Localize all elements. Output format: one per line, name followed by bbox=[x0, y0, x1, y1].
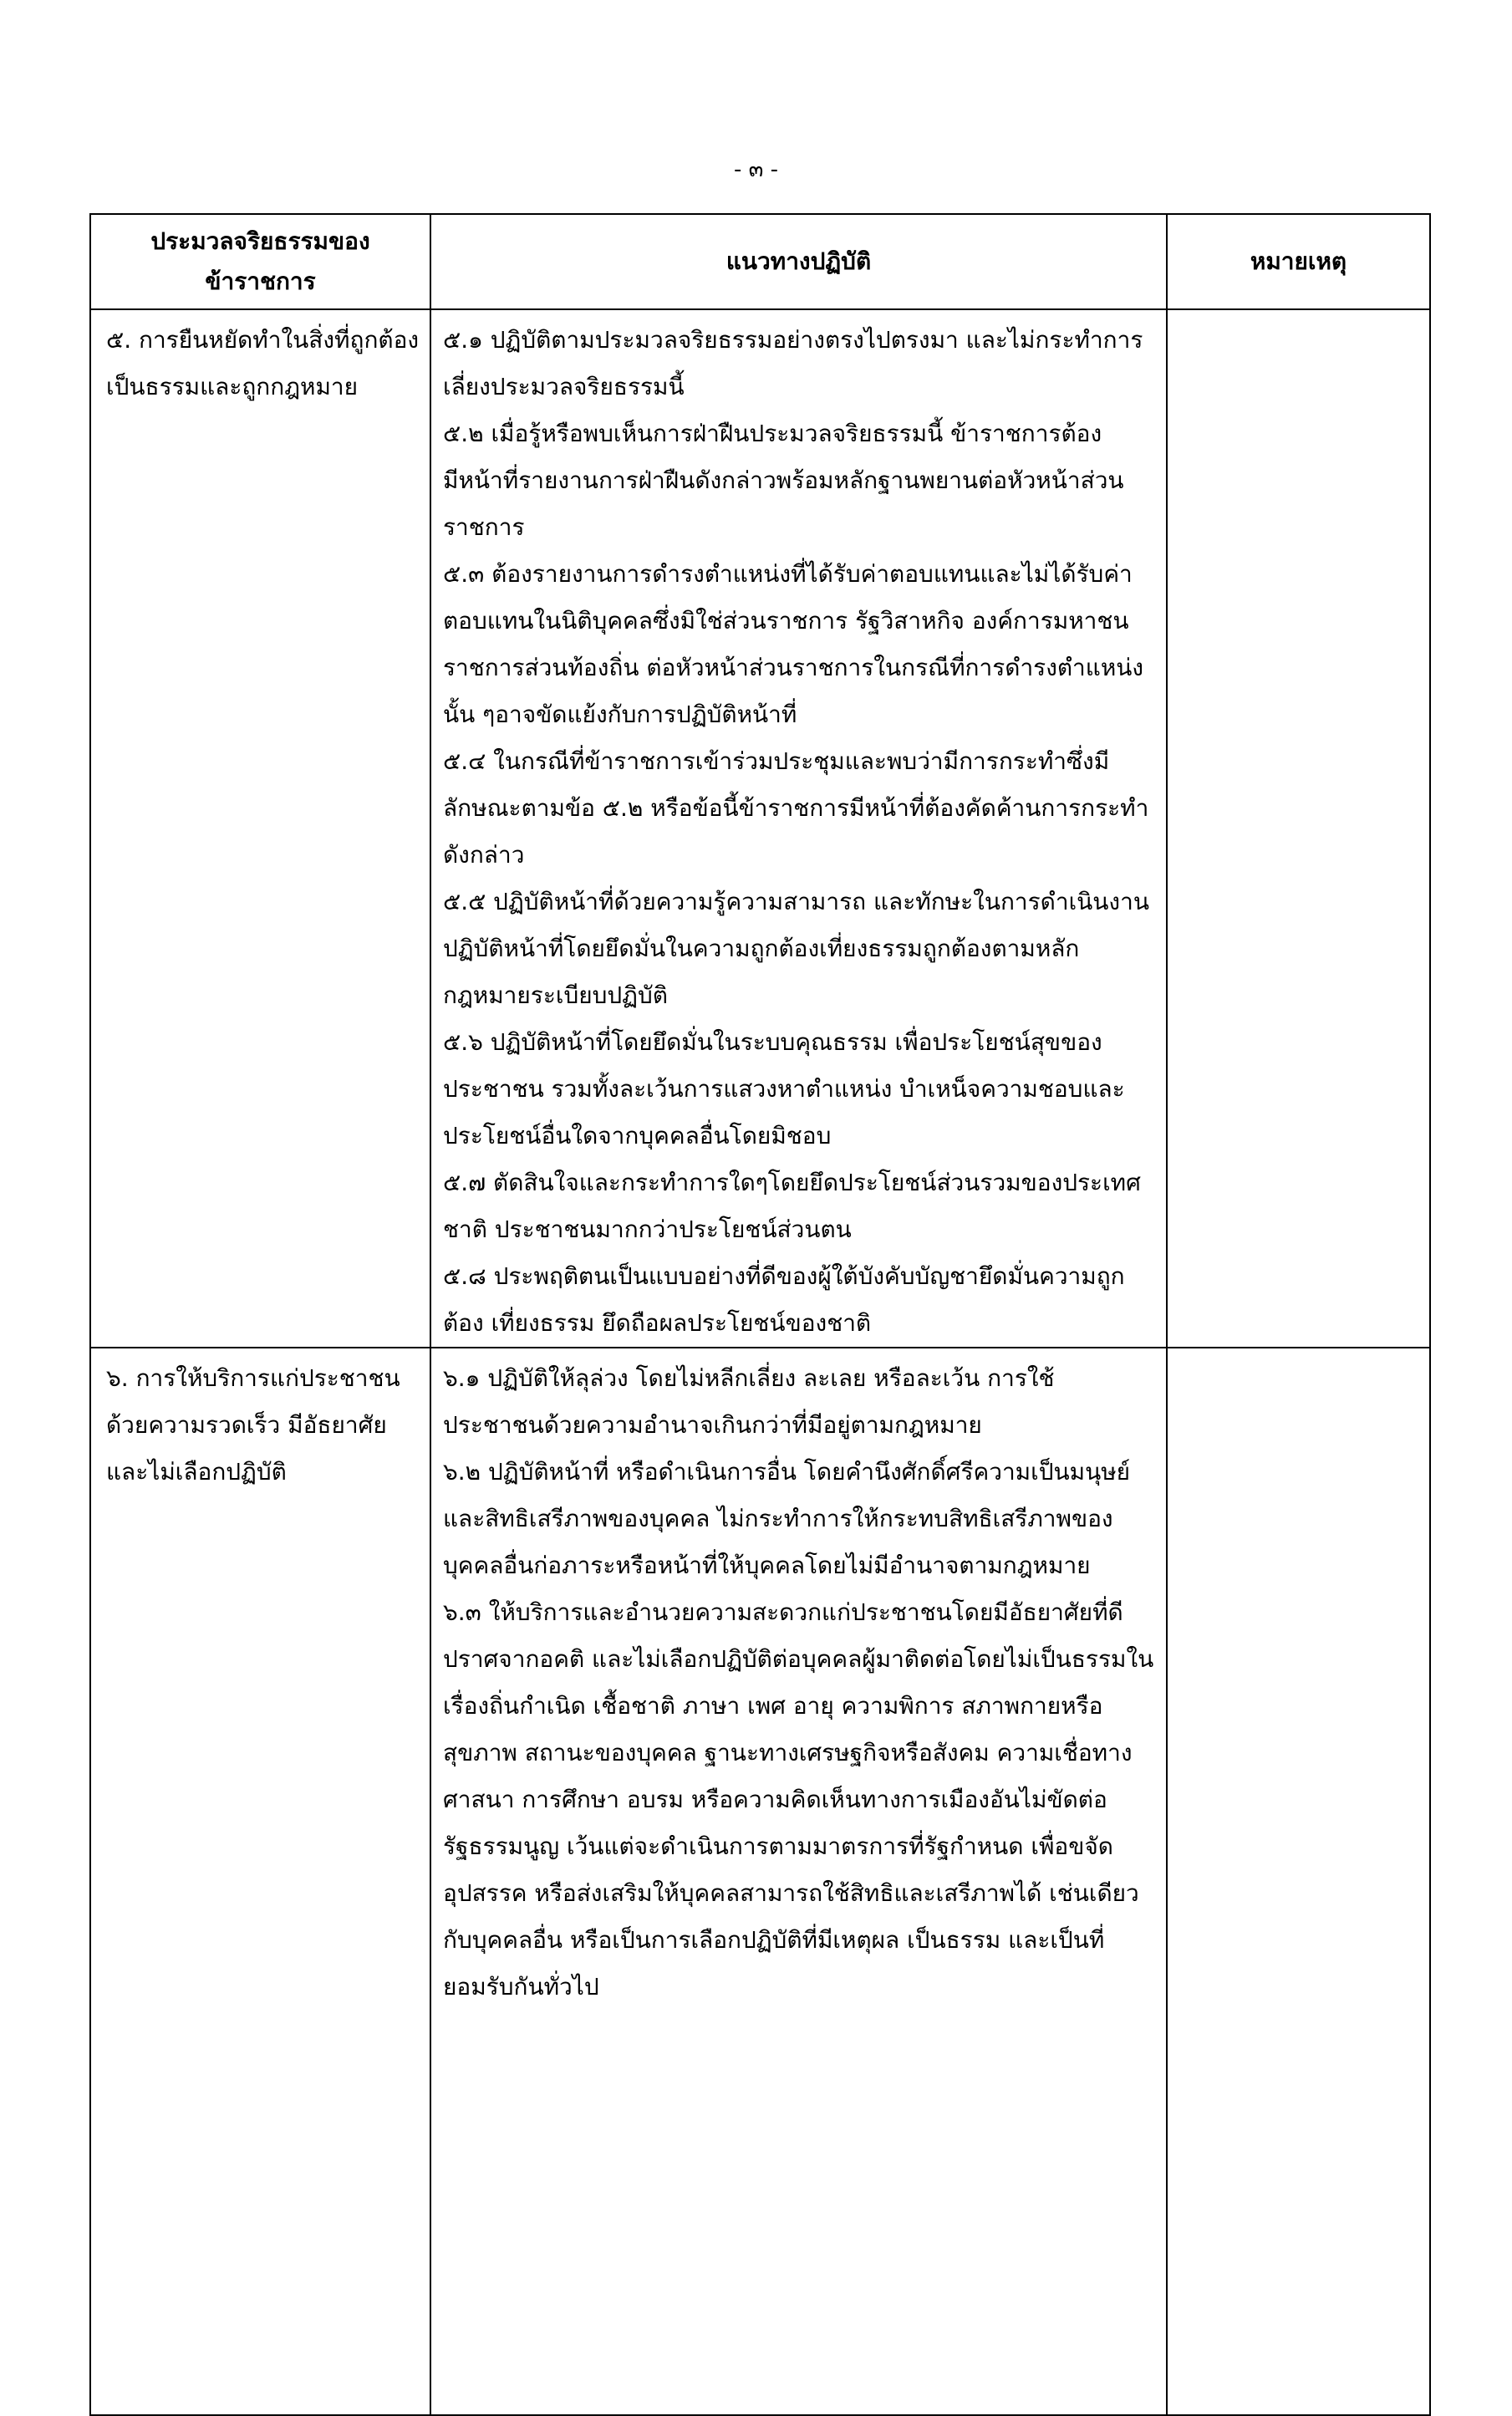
guideline-item: ๕.๕ ปฏิบัติหน้าที่ด้วยความรู้ความสามารถ และทักษะในการดำเนินงานปฏิบัติหน้าที่โดยยึดมั่นในความถูกต้องเที่ยงธรรมถูกต้องตามหลักกฎหมายระเบียบปฏิบัติ bbox=[443, 888, 1149, 1009]
header-remarks: หมายเหตุ bbox=[1167, 214, 1430, 309]
guideline-item: ๖.๑ ปฏิบัติให้ลุล่วง โดยไม่หลีกเลี่ยง ละเลย หรือละเว้น การใช้ประชาชนด้วยความอำนาจเกินกว่าที่มีอยู่ตามกฎหมาย bbox=[443, 1364, 1055, 1439]
header-ethics-code: ประมวลจริยธรรมของข้าราชการ bbox=[90, 214, 430, 309]
table-row bbox=[90, 1348, 1430, 2415]
guideline-item: ๕.๒ เมื่อรู้หรือพบเห็นการฝ่าฝืนประมวลจริยธรรมนี้ ข้าราชการต้องมีหน้าที่รายงานการฝ่าฝืนดังกล่าวพร้อมหลักฐานพยานต่อหัวหน้าส่วนราชการ bbox=[443, 420, 1124, 541]
guidelines-cell bbox=[430, 309, 1167, 1348]
guideline-item: ๕.๑ ปฏิบัติตามประมวลจริยธรรมอย่างตรงไปตรงมา และไม่กระทำการเลี่ยงประมวลจริยธรรมนี้ bbox=[443, 326, 1143, 400]
principle-cell: ๕. การยืนหยัดทำในสิ่งที่ถูกต้อง เป็นธรรมและถูกกฎหมาย bbox=[90, 309, 430, 1348]
guideline-item: ๕.๘ ประพฤติตนเป็นแบบอย่างที่ดีของผู้ใต้บังคับบัญชายึดมั่นความถูกต้อง เที่ยงธรรม ยึดถือผลประโยชน์ของชาติ bbox=[443, 1262, 1125, 1337]
remark-cell bbox=[1167, 1348, 1430, 2415]
header-guidelines: แนวทางปฏิบัติ bbox=[430, 214, 1167, 309]
table-row bbox=[90, 309, 1430, 1348]
page-number: - ๓ - bbox=[733, 157, 779, 182]
table-header-row bbox=[90, 214, 1430, 309]
principle-cell: ๖. การให้บริการแก่ประชาชนด้วยความรวดเร็ว มีอัธยาศัยและไม่เลือกปฏิบัติ bbox=[90, 1348, 430, 2415]
guideline-item: ๕.๓ ต้องรายงานการดำรงตำแหน่งที่ได้รับค่าตอบแทนและไม่ได้รับค่าตอบแทนในนิติบุคคลซึ่งมิใช่ส่วนราชการ รัฐวิสาหกิจ องค์การมหาชน ราชการส่วนท้องถิ่น ต่อหัวหน้าส่วนราชการในกรณีที่การดำรงตำแหน่งนั้น ๆอาจขัดแย้งกับการปฏิบัติหน้าที่ bbox=[443, 560, 1144, 728]
guidelines-cell bbox=[430, 1348, 1167, 2415]
guideline-item: ๕.๖ ปฏิบัติหน้าที่โดยยึดมั่นในระบบคุณธรรม เพื่อประโยชน์สุขของประชาชน รวมทั้งละเว้นการแสวงหาตำแหน่ง บำเหน็จความชอบและประโยชน์อื่นใดจากบุคคลอื่นโดยมิชอบ bbox=[443, 1028, 1125, 1149]
ethics-guidelines-table bbox=[89, 213, 1431, 2416]
guideline-item: ๖.๓ ให้บริการและอำนวยความสะดวกแก่ประชาชนโดยมีอัธยาศัยที่ดี ปราศจากอคติ และไม่เลือกปฏิบัติต่อบุคคลผู้มาติดต่อโดยไม่เป็นธรรมในเรื่องถิ่นกำเนิด เชื้อชาติ ภาษา เพศ อายุ ความพิการ สภาพกายหรือสุขภาพ สถานะของบุคคล ฐานะทางเศรษฐกิจหรือสังคม ความเชื่อทางศาสนา การศึกษา อบรม หรือความคิดเห็นทางการเมืองอันไม่ขัดต่อรัฐธรรมนูญ เว้นแต่จะดำเนินการตามมาตรการที่รัฐกำหนด เพื่อขจัดอุปสรรค หรือส่งเสริมให้บุคคลสามารถใช้สิทธิและเสรีภาพได้ เช่นเดียวกับบุคคลอื่น หรือเป็นการเลือกปฏิบัติที่มีเหตุผล เป็นธรรม และเป็นที่ยอมรับกันทั่วไป bbox=[443, 1598, 1154, 2001]
guideline-item: ๖.๒ ปฏิบัติหน้าที่ หรือดำเนินการอื่น โดยคำนึงศักดิ์ศรีความเป็นมนุษย์ และสิทธิเสรีภาพของบุคคล ไม่กระทำการให้กระทบสิทธิเสรีภาพของบุคคลอื่นก่อภาระหรือหน้าที่ให้บุคคลโดยไม่มีอำนาจตามกฎหมาย bbox=[443, 1458, 1131, 1579]
guideline-item: ๕.๗ ตัดสินใจและกระทำการใดๆโดยยึดประโยชน์ส่วนรวมของประเทศชาติ ประชาชนมากกว่าประโยชน์ส่วนตน bbox=[443, 1169, 1141, 1243]
remark-cell bbox=[1167, 309, 1430, 1348]
guideline-item: ๕.๔ ในกรณีที่ข้าราชการเข้าร่วมประชุมและพบว่ามีการกระทำซึ่งมีลักษณะตามข้อ ๕.๒ หรือข้อนี้ข้าราชการมีหน้าที่ต้องคัดค้านการกระทำดังกล่าว bbox=[443, 747, 1149, 869]
